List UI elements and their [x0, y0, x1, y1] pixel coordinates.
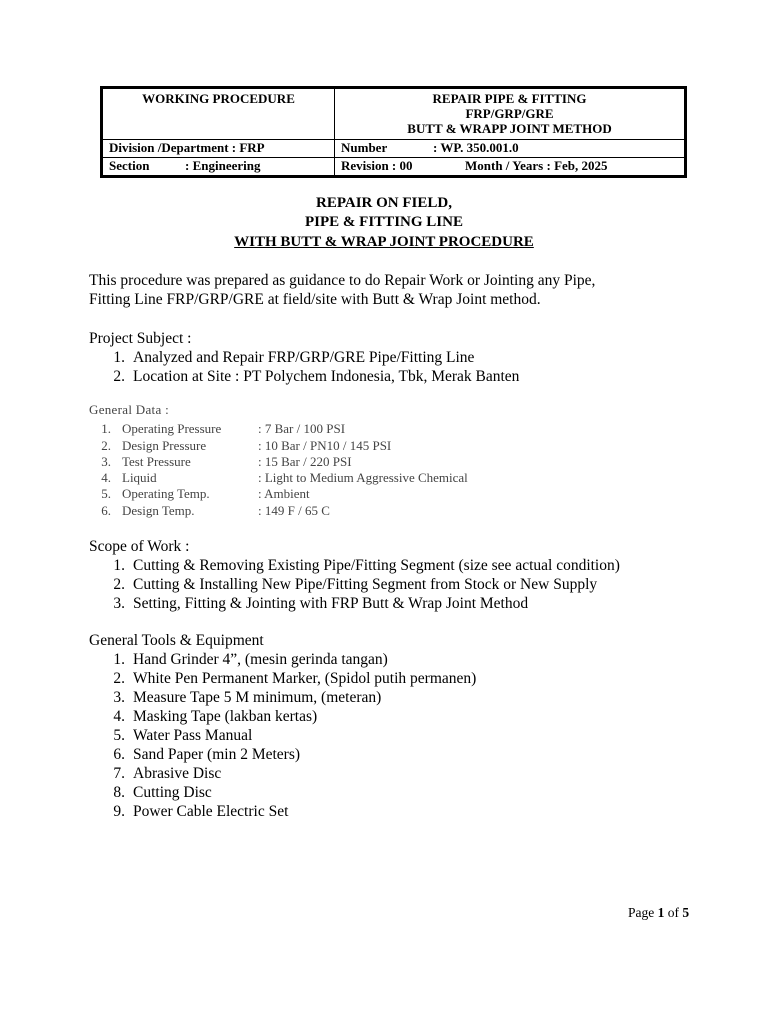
intro-paragraph: [89, 271, 595, 309]
header-title-line: BUTT & WRAPP JOINT METHOD: [407, 121, 612, 136]
scope-of-work-section: [89, 537, 620, 613]
revision-date-cell: [335, 158, 686, 177]
month-years-text: Month / Years : Feb, 2025: [465, 158, 608, 173]
page-number: Page 1 of 5: [628, 905, 690, 920]
list-item: 1. Operating Pressure : 7 Bar / 100 PSI: [101, 421, 346, 437]
header-title-line: FRP/GRP/GRE: [465, 106, 554, 121]
list-item: 1. Cutting & Removing Existing Pipe/Fitting Segment (size see actual condition): [113, 557, 620, 574]
division-cell: Division /Department : FRP: [102, 140, 335, 158]
doc-title-cell: [335, 88, 686, 140]
number-value: : WP. 350.001.0: [433, 140, 519, 155]
doc-title-line-1: REPAIR ON FIELD,: [316, 195, 452, 211]
general-data-heading: General Data :: [89, 402, 169, 417]
list-item: 2. Design Pressure : 10 Bar / PN10 / 145 PSI: [101, 437, 392, 453]
list-item: 7. Abrasive Disc: [113, 765, 222, 782]
header-title-line: REPAIR PIPE & FITTING: [432, 91, 587, 106]
intro-line: This procedure was prepared as guidance to do Repair Work or Jointing any Pipe,: [89, 272, 596, 289]
list-item: 6. Sand Paper (min 2 Meters): [113, 746, 301, 763]
list-item: 5. Operating Temp. : Ambient: [101, 486, 310, 502]
list-item: 8. Cutting Disc: [113, 784, 212, 801]
document-header-table: [100, 86, 687, 178]
list-item: 1. Analyzed and Repair FRP/GRP/GRE Pipe/Fitting Line: [113, 349, 475, 366]
general-data-section: [89, 402, 468, 519]
revision-text: Revision : 00: [341, 158, 413, 173]
number-label: Number: [341, 140, 388, 155]
list-item: 3. Measure Tape 5 M minimum, (meteran): [113, 689, 382, 706]
tools-section: [89, 631, 476, 821]
list-item: 4. Liquid : Light to Medium Aggressive Chemical: [101, 470, 468, 486]
intro-line: Fitting Line FRP/GRP/GRE at field/site with Butt & Wrap Joint method.: [89, 291, 541, 308]
tools-heading: General Tools & Equipment: [89, 632, 264, 649]
list-item: 9. Power Cable Electric Set: [113, 803, 289, 820]
list-item: 2. Location at Site : PT Polychem Indonesia, Tbk, Merak Banten: [113, 368, 520, 385]
doc-title-line-3: WITH BUTT & WRAP JOINT PROCEDURE: [234, 234, 534, 250]
doc-title-line-2: PIPE & FITTING LINE: [305, 214, 463, 230]
section-cell: [102, 158, 335, 177]
project-subject-heading: Project Subject :: [89, 330, 192, 347]
list-item: 2. Cutting & Installing New Pipe/Fitting Segment from Stock or New Supply: [113, 576, 598, 593]
section-label: Section: [109, 158, 150, 173]
doc-type-cell: WORKING PROCEDURE: [102, 88, 335, 140]
section-value: : Engineering: [185, 158, 261, 173]
project-subject-section: [89, 329, 519, 386]
list-item: 3. Test Pressure : 15 Bar / 220 PSI: [101, 453, 352, 469]
scope-heading: Scope of Work :: [89, 538, 190, 555]
list-item: 6. Design Temp. : 149 F / 65 C: [101, 502, 330, 518]
number-cell: [335, 140, 686, 158]
list-item: 1. Hand Grinder 4”, (mesin gerinda tangan): [113, 651, 388, 668]
list-item: 4. Masking Tape (lakban kertas): [113, 708, 318, 725]
list-item: 2. White Pen Permanent Marker, (Spidol putih permanen): [113, 670, 477, 687]
list-item: 5. Water Pass Manual: [113, 727, 253, 744]
list-item: 3. Setting, Fitting & Jointing with FRP Butt & Wrap Joint Method: [113, 595, 529, 612]
